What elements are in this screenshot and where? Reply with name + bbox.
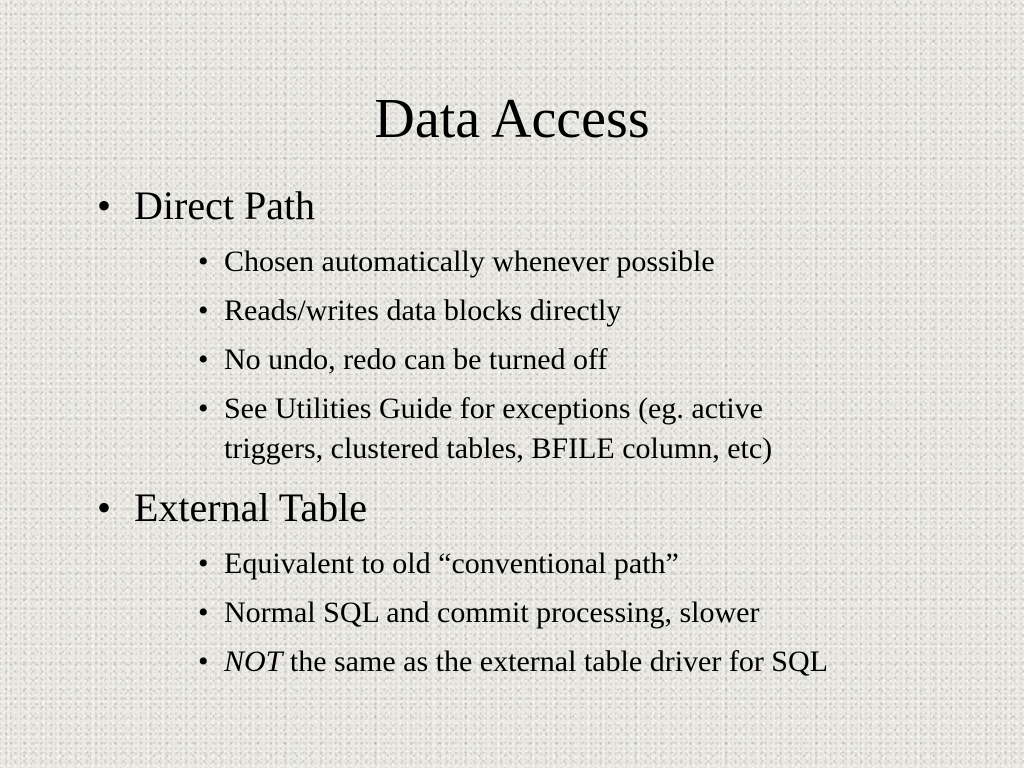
emphasis-text: NOT xyxy=(224,645,283,678)
bullet-icon: • xyxy=(198,596,209,629)
sub-bullet xyxy=(198,593,759,633)
sub-bullet-text: Normal SQL and commit processing, slower xyxy=(224,596,760,629)
bullet-icon: • xyxy=(198,245,209,278)
sub-bullet-text xyxy=(224,642,828,682)
sub-bullet xyxy=(198,242,715,282)
sub-bullet-text: Chosen automatically whenever possible xyxy=(224,245,715,278)
bullet-icon: • xyxy=(97,183,112,228)
sub-bullet-text: Equivalent to old “conventional path” xyxy=(224,547,679,580)
sub-bullet-text: Reads/writes data blocks directly xyxy=(224,294,622,327)
bullet-icon: • xyxy=(198,294,209,327)
bullet-heading: Direct Path xyxy=(134,183,316,228)
bullet-icon: • xyxy=(198,343,209,376)
bullet-heading: External Table xyxy=(134,485,368,530)
slide-title: Data Access xyxy=(374,88,650,150)
sub-bullet-text: No undo, redo can be turned off xyxy=(224,343,608,376)
bullet-icon: • xyxy=(198,547,209,580)
sub-bullet xyxy=(198,389,772,469)
sub-bullet xyxy=(198,642,828,682)
bullet-direct-path xyxy=(97,183,315,229)
sub-bullet xyxy=(198,544,679,584)
sub-bullet-text: See Utilities Guide for exceptions (eg. active triggers, clustered tables, BFILE column, etc) xyxy=(224,392,773,465)
bullet-external-table xyxy=(97,485,367,531)
sub-bullet xyxy=(198,340,608,380)
sub-bullet xyxy=(198,291,621,331)
bullet-icon: • xyxy=(97,485,112,530)
bullet-icon: • xyxy=(198,645,209,678)
sub-bullet-rest: the same as the external table driver for SQL xyxy=(282,645,828,678)
bullet-icon: • xyxy=(198,392,209,425)
